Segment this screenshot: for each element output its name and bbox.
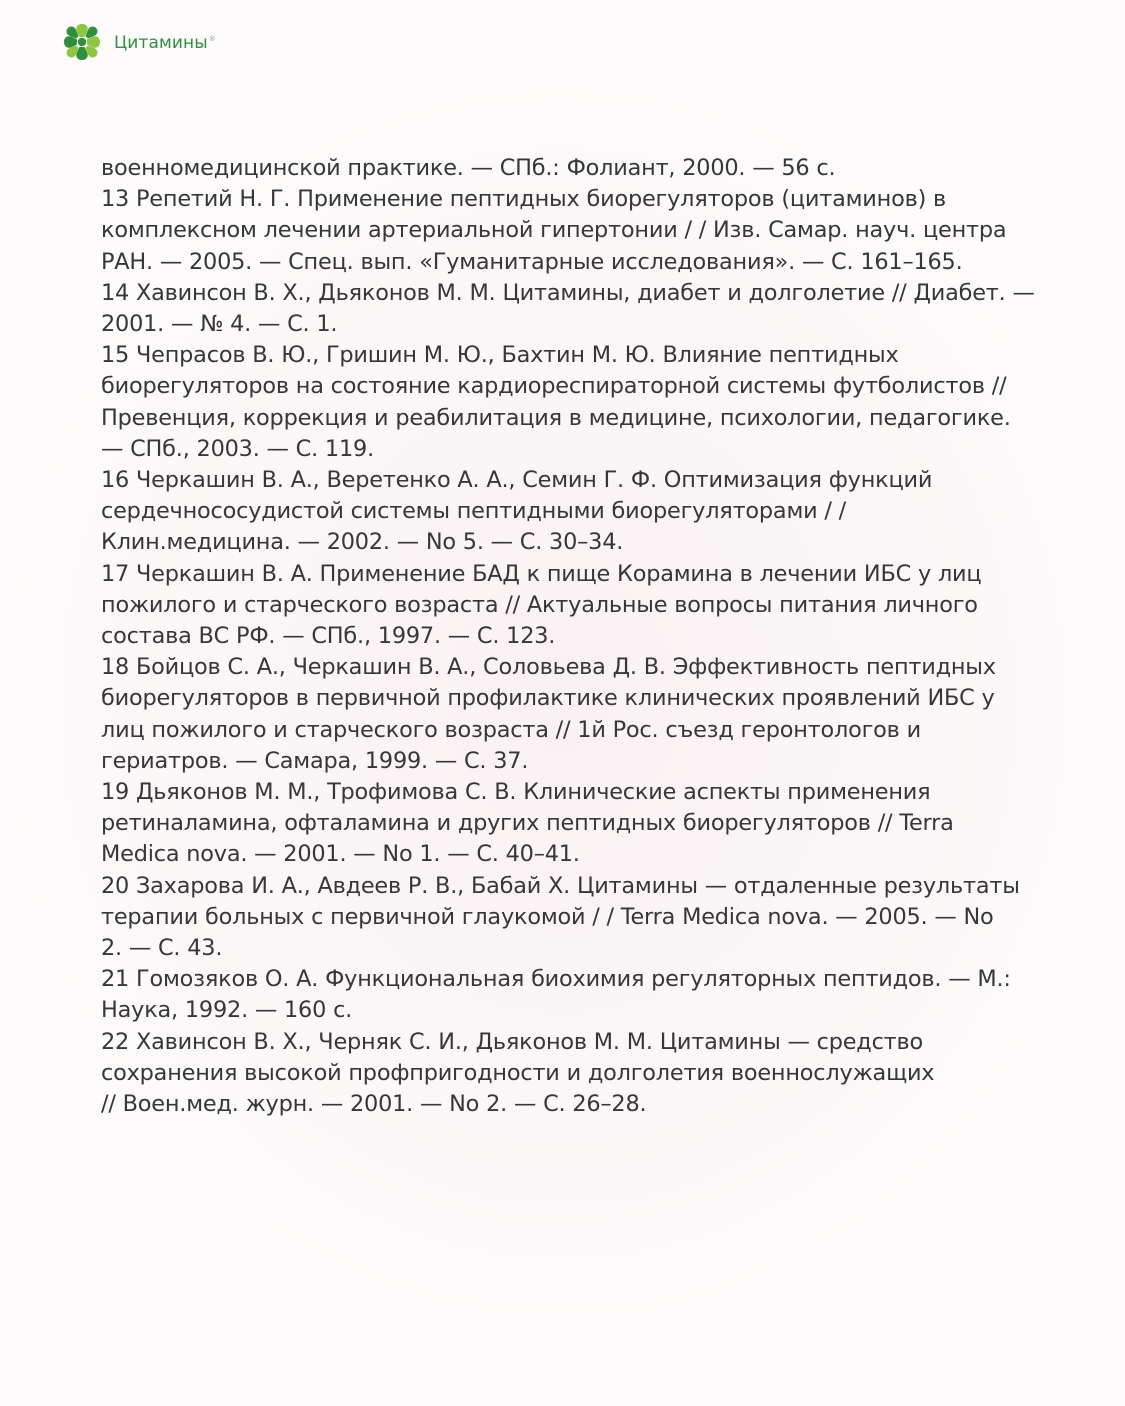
reference-line: Medica nova. — 2001. — No 1. — С. 40–41. — [101, 841, 580, 868]
reference-line: 15 Чепрасов В. Ю., Гришин М. Ю., Бахтин М. Ю. Влияние пептидных — [101, 342, 899, 369]
reference-line: 18 Бойцов С. А., Черкашин В. А., Соловьева Д. В. Эффективность пептидных — [101, 654, 996, 681]
reference-item — [101, 184, 1036, 278]
reference-line: сохранения высокой профпригодности и долголетия военнослужащих — [101, 1059, 935, 1086]
registered-mark: ® — [208, 35, 216, 44]
reference-item — [101, 559, 1036, 653]
reference-line: // Воен.мед. журн. — 2001. — No 2. — С. 26–28. — [101, 1091, 647, 1118]
reference-line: комплексном лечении артериальной гипертонии / / Изв. Самар. науч. центра — [101, 217, 1007, 244]
reference-line: биорегуляторов на состояние кардиореспираторной системы футболистов // — [101, 373, 1007, 400]
reference-line: военномедицинской практике. — СПб.: Фолиант, 2000. — 56 с. — [101, 155, 836, 181]
reference-item — [101, 777, 1036, 871]
reference-line: 17 Черкашин В. А. Применение БАД к пище Корамина в лечении ИБС у лиц — [101, 560, 982, 587]
reference-line: пожилого и старческого возраста // Актуальные вопросы питания личного — [101, 591, 978, 618]
reference-line: 2001. — № 4. — С. 1. — [101, 311, 338, 338]
reference-line: 16 Черкашин В. А., Веретенко А. А., Семин Г. Ф. Оптимизация функций — [101, 467, 933, 494]
reference-line: 2. — С. 43. — [101, 935, 223, 962]
reference-line: лиц пожилого и старческого возраста // 1й Рос. съезд геронтологов и — [101, 716, 921, 743]
reference-item — [101, 153, 1036, 184]
reference-line: 21 Гомозяков О. А. Функциональная биохимия регуляторных пептидов. — М.: — [101, 966, 1011, 993]
reference-line: состава ВС РФ. — СПб., 1997. — С. 123. — [101, 623, 556, 650]
reference-item — [101, 278, 1036, 340]
reference-item — [101, 652, 1036, 777]
reference-line: — СПб., 2003. — С. 119. — [101, 435, 374, 462]
brand-name: Цитамины® — [114, 33, 216, 53]
reference-item — [101, 871, 1036, 965]
reference-line: РАН. — 2005. — Спец. вып. «Гуманитарные исследования». — С. 161–165. — [101, 248, 963, 275]
reference-item — [101, 465, 1036, 559]
reference-line: сердечнососудистой системы пептидными биорегуляторами / / — [101, 498, 847, 525]
reference-list — [101, 153, 1036, 1120]
reference-line: 14 Хавинсон В. Х., Дьяконов М. М. Цитамины, диабет и долголетие // Диабет. — — [101, 279, 1035, 306]
reference-line: 19 Дьяконов М. М., Трофимова С. В. Клинические аспекты применения — [101, 779, 931, 806]
cytamins-cross-logo-icon — [60, 20, 104, 64]
reference-line: 20 Захарова И. А., Авдеев Р. В., Бабай Х. Цитамины — отдаленные результаты — [101, 872, 1020, 899]
reference-line: терапии больных с первичной глаукомой / / Terra Medica nova. — 2005. — No — [101, 903, 994, 930]
reference-line: гериатров. — Самара, 1999. — С. 37. — [101, 747, 529, 774]
reference-item — [101, 964, 1036, 1026]
reference-line: ретиналамина, офталамина и других пептидных биорегуляторов // Terra — [101, 810, 954, 837]
reference-line: Превенция, коррекция и реабилитация в медицине, психологии, педагогике. — [101, 404, 1011, 431]
reference-item — [101, 340, 1036, 465]
reference-line: 13 Репетий Н. Г. Применение пептидных биорегуляторов (цитаминов) в — [101, 186, 947, 213]
reference-line: биорегуляторов в первичной профилактике клинических проявлений ИБС у — [101, 685, 995, 712]
reference-line: Клин.медицина. — 2002. — No 5. — С. 30–34. — [101, 529, 624, 556]
reference-item — [101, 1027, 1036, 1121]
reference-line: Наука, 1992. — 160 с. — [101, 997, 353, 1024]
header — [60, 20, 216, 64]
reference-line: 22 Хавинсон В. Х., Черняк С. И., Дьяконов М. М. Цитамины — средство — [101, 1028, 924, 1055]
